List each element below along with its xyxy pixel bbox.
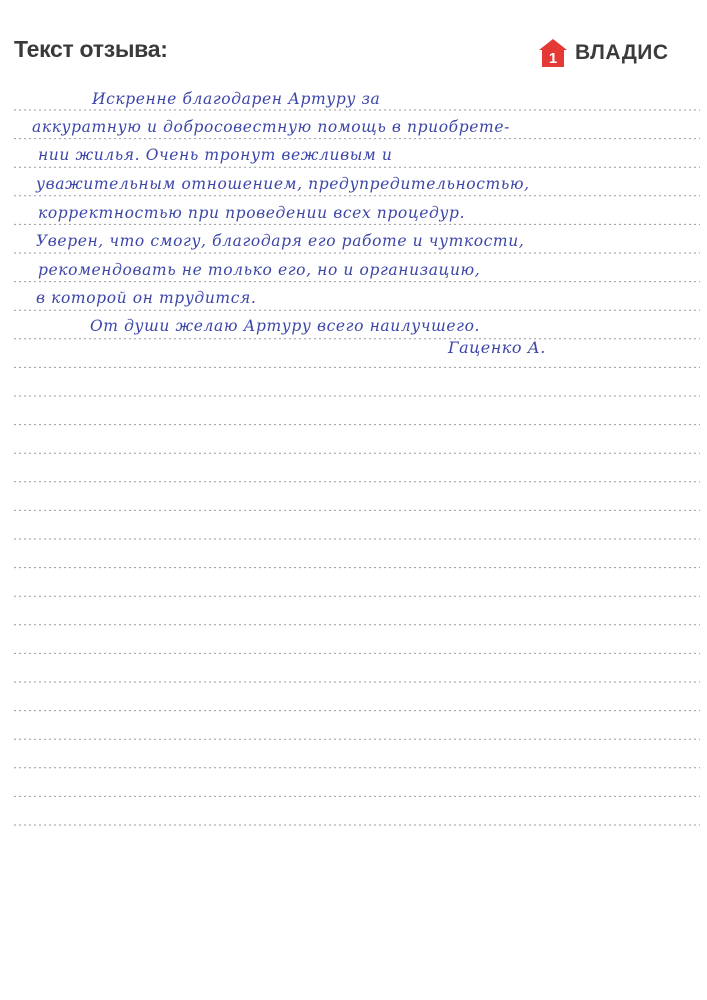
review-line: От души желаю Артуру всего наилучшего. xyxy=(90,317,481,335)
header-title: Текст отзыва: xyxy=(14,36,168,62)
logo-badge-number: 1 xyxy=(548,50,558,67)
review-line: нии жилья. Очень тронут вежливым и xyxy=(38,146,393,164)
signature-text: Гаценко А. xyxy=(448,338,546,357)
review-line: Уверен, что смогу, благодаря его работе и чуткости, xyxy=(36,232,525,250)
handwritten-signature xyxy=(448,336,578,376)
review-line: корректностью при проведении всех процедур. xyxy=(38,204,466,222)
review-line: аккуратную и добросовестную помощь в приобрете- xyxy=(32,118,510,136)
logo-text: ВЛАДИС xyxy=(575,41,669,64)
review-line: уважительным отношением, предупредительностью, xyxy=(36,175,530,193)
review-line: Искренне благодарен Артуру за xyxy=(92,90,381,108)
review-line: в которой он трудится. xyxy=(36,289,257,307)
review-line: рекомендовать не только его, но и организацию, xyxy=(38,261,481,279)
